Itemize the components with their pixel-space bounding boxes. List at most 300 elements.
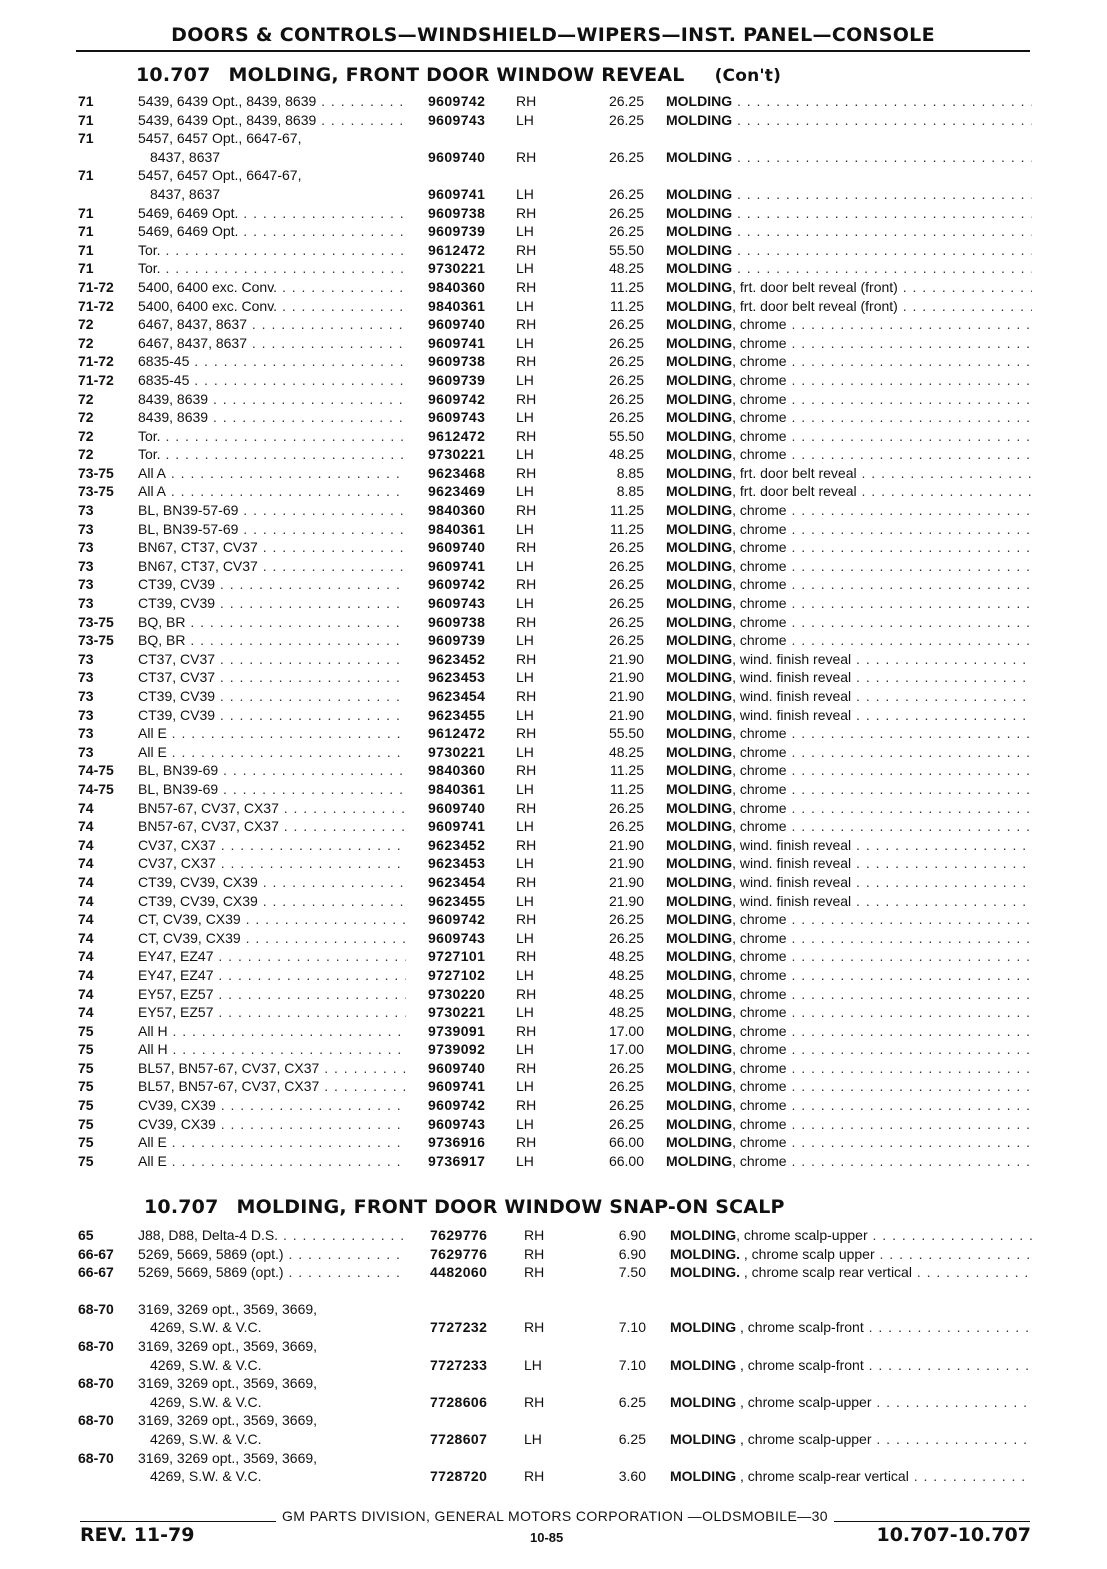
description <box>670 1226 1032 1245</box>
description <box>666 408 1032 427</box>
model-text: CT39, CV39, CX39 <box>138 873 258 890</box>
part-detail: , chrome scalp-front <box>736 1319 864 1336</box>
model-applicability <box>138 241 406 260</box>
model-applicability <box>138 724 406 743</box>
part-detail: , chrome <box>732 446 787 463</box>
model-text: CV37, CX37 <box>138 855 216 872</box>
part-number: 9609739 <box>428 371 486 388</box>
description <box>666 352 1032 371</box>
part-number: 9609742 <box>428 911 486 928</box>
part-number: 9840360 <box>428 278 486 295</box>
part-detail: , frt. door belt reveal <box>732 483 857 500</box>
section-name: MOLDING, FRONT DOOR WINDOW SNAP-ON SCALP <box>236 1196 785 1218</box>
row-gap <box>78 1282 1032 1300</box>
model-applicability <box>138 1133 406 1152</box>
model-text: BN57-67, CV37, CX37 <box>138 818 279 835</box>
description <box>670 1356 1032 1375</box>
model-year: 73 <box>78 539 94 556</box>
price: 8.85 <box>616 464 644 481</box>
part-name: MOLDING <box>666 539 733 556</box>
part-detail: , wind. finish reveal <box>732 855 852 872</box>
side: RH <box>516 241 537 258</box>
table-row <box>78 92 1032 111</box>
model-year: 75 <box>78 1097 94 1114</box>
part-number: 9609743 <box>428 409 486 426</box>
table-row <box>78 1245 1032 1264</box>
model-year: 71 <box>78 167 94 184</box>
part-detail: , chrome scalp-rear vertical <box>736 1468 909 1485</box>
price: 21.90 <box>608 855 644 872</box>
page-number: 10-85 <box>530 1530 564 1545</box>
revision-label: REV. 11-79 <box>80 1524 195 1546</box>
price: 26.25 <box>608 93 644 109</box>
model-applicability <box>138 761 406 780</box>
model-text: EY57, EZ57 <box>138 1004 214 1021</box>
part-detail: , chrome <box>732 985 787 1002</box>
side: LH <box>516 483 534 500</box>
model-year: 66-67 <box>78 1264 114 1281</box>
part-number: 9609741 <box>428 818 486 835</box>
model-text: 5439, 6439 Opt., 8439, 8639 <box>138 111 317 128</box>
model-year: 74 <box>78 929 94 946</box>
part-name: MOLDING <box>666 669 733 686</box>
model-applicability <box>138 594 406 613</box>
description <box>670 1245 1032 1264</box>
table-row <box>78 204 1032 223</box>
model-text: 8439, 8639 <box>138 390 209 407</box>
model-text: 5439, 6439 Opt., 8439, 8639 <box>138 93 317 109</box>
part-detail: , chrome <box>732 1004 787 1021</box>
model-line-2: 8437, 8637 <box>150 185 221 202</box>
model-text: 5269, 5669, 5869 (opt.) <box>138 1264 284 1281</box>
part-number: 7728720 <box>430 1468 488 1485</box>
table-row <box>78 166 1032 203</box>
part-name: MOLDING <box>666 818 733 835</box>
part-detail: , wind. finish reveal <box>732 706 852 723</box>
price: 17.00 <box>608 1041 644 1058</box>
part-number: 7728607 <box>430 1430 488 1447</box>
price: 26.25 <box>608 557 644 574</box>
description <box>666 148 1032 167</box>
description <box>666 538 1032 557</box>
part-number: 4482060 <box>430 1264 488 1281</box>
table-row <box>78 538 1032 557</box>
part-detail: , wind. finish reveal <box>732 650 852 667</box>
part-number: 9623468 <box>428 464 486 481</box>
model-applicability <box>138 650 406 669</box>
table-row <box>78 111 1032 130</box>
description <box>666 1040 1032 1059</box>
part-detail: , chrome <box>732 557 787 574</box>
part-number: 9623469 <box>428 483 486 500</box>
side: LH <box>516 260 534 277</box>
part-number: 9730221 <box>428 446 486 463</box>
part-number: 9609741 <box>428 334 486 351</box>
part-number: 9609743 <box>428 1115 486 1132</box>
model-text: BL57, BN57-67, CV37, CX37 <box>138 1059 320 1076</box>
part-detail: , chrome <box>732 929 787 946</box>
side: LH <box>516 632 534 649</box>
table-row <box>78 278 1032 297</box>
description <box>666 947 1032 966</box>
model-text: EY57, EZ57 <box>138 985 214 1002</box>
part-detail: , chrome <box>732 371 787 388</box>
price: 21.90 <box>608 836 644 853</box>
table-row <box>78 594 1032 613</box>
model-applicability <box>138 1022 406 1041</box>
table-row <box>78 761 1032 780</box>
part-name: MOLDING <box>666 1041 733 1058</box>
model-applicability <box>138 985 406 1004</box>
model-applicability <box>138 836 406 855</box>
side: RH <box>516 148 537 165</box>
model-year: 68-70 <box>78 1449 114 1466</box>
model-text: All H <box>138 1041 168 1058</box>
table-row <box>78 1449 1032 1486</box>
part-name: MOLDING <box>666 1115 733 1132</box>
price: 21.90 <box>608 706 644 723</box>
part-name: MOLDING <box>666 148 733 165</box>
part-number: 9840361 <box>428 297 486 314</box>
footer-corporation <box>80 1508 1030 1524</box>
table-row <box>78 687 1032 706</box>
table-row <box>78 464 1032 483</box>
description <box>666 92 1032 111</box>
model-text: 6467, 8437, 8637 <box>138 316 247 333</box>
model-year: 74 <box>78 1004 94 1021</box>
model-applicability <box>138 520 406 539</box>
model-year: 74 <box>78 985 94 1002</box>
part-detail: , chrome <box>732 1134 787 1151</box>
model-text: BL57, BN57-67, CV37, CX37 <box>138 1078 320 1095</box>
model-year: 73-75 <box>78 632 114 649</box>
part-number: 9739092 <box>428 1041 486 1058</box>
part-name: MOLDING <box>670 1393 737 1410</box>
model-year: 71 <box>78 204 94 221</box>
part-detail: , frt. door belt reveal (front) <box>732 297 898 314</box>
side: LH <box>516 1041 534 1058</box>
price: 48.25 <box>608 985 644 1002</box>
description <box>666 613 1032 632</box>
table-row <box>78 575 1032 594</box>
description <box>666 761 1032 780</box>
side: RH <box>516 873 537 890</box>
side: RH <box>516 911 537 928</box>
continued-label: (Con't) <box>714 66 782 86</box>
model-year: 74 <box>78 892 94 909</box>
price: 21.90 <box>608 892 644 909</box>
description <box>666 966 1032 985</box>
table-row <box>78 966 1032 985</box>
side: LH <box>516 892 534 909</box>
description <box>666 482 1032 501</box>
price: 66.00 <box>608 1152 644 1169</box>
model-applicability <box>138 1411 406 1448</box>
description <box>666 706 1032 725</box>
price: 21.90 <box>608 688 644 704</box>
side: RH <box>516 985 537 1002</box>
model-applicability <box>138 297 406 316</box>
model-year: 73 <box>78 743 94 760</box>
model-year: 73 <box>78 557 94 574</box>
price: 6.25 <box>618 1430 646 1447</box>
part-number: 7629776 <box>430 1227 488 1243</box>
model-year: 73-75 <box>78 613 114 630</box>
model-year: 71 <box>78 93 94 109</box>
model-text: CT39, CV39 <box>138 595 216 612</box>
description <box>666 557 1032 576</box>
side: LH <box>516 223 534 240</box>
part-detail: , chrome <box>732 966 787 983</box>
model-year: 75 <box>78 1059 94 1076</box>
model-applicability <box>138 1096 406 1115</box>
table-row <box>78 1115 1032 1134</box>
side: RH <box>516 427 537 444</box>
model-applicability <box>138 334 406 353</box>
model-applicability <box>138 1077 406 1096</box>
side: RH <box>516 1059 537 1076</box>
part-name: MOLDING <box>666 483 733 500</box>
part-number: 9623454 <box>428 688 486 704</box>
price: 7.10 <box>618 1356 646 1373</box>
table-row <box>78 445 1032 464</box>
part-detail: , chrome <box>732 948 787 965</box>
price: 26.25 <box>608 185 644 202</box>
part-detail: , wind. finish reveal <box>732 688 852 704</box>
part-detail: , chrome scalp rear vertical <box>740 1264 912 1281</box>
model-year: 68-70 <box>78 1300 114 1317</box>
part-detail: , chrome <box>732 632 787 649</box>
part-name: MOLDING <box>666 241 733 258</box>
model-text: BL, BN39-57-69 <box>138 502 239 519</box>
table-row <box>78 557 1032 576</box>
model-year: 73-75 <box>78 464 114 481</box>
table-row <box>78 1374 1032 1411</box>
model-year: 72 <box>78 446 94 463</box>
part-name: MOLDING <box>666 390 733 407</box>
side: RH <box>516 1022 537 1039</box>
model-text: Tor. <box>138 241 161 258</box>
part-name: MOLDING <box>666 334 733 351</box>
part-number: 9609739 <box>428 223 486 240</box>
part-detail: , chrome <box>732 613 787 630</box>
part-detail: , chrome scalp-upper <box>736 1393 872 1410</box>
part-name: MOLDING <box>666 278 733 295</box>
side: LH <box>516 1115 534 1132</box>
model-line-2: 4269, S.W. & V.C. <box>150 1393 262 1410</box>
description <box>666 631 1032 650</box>
model-text: 5400, 6400 exc. Conv. <box>138 278 278 295</box>
model-applicability <box>138 557 406 576</box>
model-applicability <box>138 1115 406 1134</box>
part-name: MOLDING <box>666 688 733 704</box>
model-applicability <box>138 464 406 483</box>
side: LH <box>516 1152 534 1169</box>
side: LH <box>516 706 534 723</box>
part-number: 9727102 <box>428 966 486 983</box>
part-name: MOLDING <box>666 353 733 370</box>
table-row <box>78 371 1032 390</box>
price: 26.25 <box>608 148 644 165</box>
model-text: BQ, BR <box>138 632 186 649</box>
model-year: 71 <box>78 241 94 258</box>
model-year: 74 <box>78 855 94 872</box>
price: 48.25 <box>608 966 644 983</box>
side: LH <box>516 111 534 128</box>
part-number: 9609738 <box>428 204 486 221</box>
model-applicability <box>138 129 406 166</box>
price: 48.25 <box>608 743 644 760</box>
model-text: BL, BN39-57-69 <box>138 520 239 537</box>
price: 6.90 <box>618 1245 646 1262</box>
description <box>666 1003 1032 1022</box>
table-row <box>78 947 1032 966</box>
part-number: 9609742 <box>428 390 486 407</box>
model-applicability <box>138 1245 406 1264</box>
model-applicability <box>138 1059 406 1078</box>
table-row <box>78 1226 1032 1245</box>
part-detail: , chrome <box>732 725 787 742</box>
price: 48.25 <box>608 446 644 463</box>
table-row <box>78 501 1032 520</box>
model-text: All A <box>138 483 167 500</box>
model-line-2: 8437, 8637 <box>150 148 221 165</box>
part-name: MOLDING <box>666 464 733 481</box>
table-row <box>78 390 1032 409</box>
price: 26.25 <box>608 632 644 649</box>
model-year: 73 <box>78 725 94 742</box>
price: 11.25 <box>610 762 644 779</box>
model-year: 74 <box>78 966 94 983</box>
description <box>666 222 1032 241</box>
part-detail: , wind. finish reveal <box>732 836 852 853</box>
part-number: 9623455 <box>428 706 486 723</box>
side: RH <box>524 1245 545 1262</box>
model-text: All E <box>138 1134 167 1151</box>
description <box>666 892 1032 911</box>
description <box>666 297 1032 316</box>
part-name: MOLDING <box>666 557 733 574</box>
part-name: MOLDING <box>670 1430 737 1447</box>
description <box>666 743 1032 762</box>
page-header <box>76 24 1030 52</box>
part-number: 9736916 <box>428 1134 486 1151</box>
description <box>666 501 1032 520</box>
part-name: MOLDING <box>666 297 733 314</box>
model-applicability <box>138 390 406 409</box>
table-row <box>78 799 1032 818</box>
model-year: 72 <box>78 409 94 426</box>
side: LH <box>516 780 534 797</box>
part-name: MOLDING <box>666 520 733 537</box>
part-name: MOLDING <box>666 1152 733 1169</box>
part-detail: , chrome <box>732 409 787 426</box>
model-text: BL, BN39-69 <box>138 762 219 779</box>
part-detail: , chrome scalp-upper <box>736 1430 872 1447</box>
model-applicability <box>138 538 406 557</box>
part-detail: , chrome <box>732 1115 787 1132</box>
model-text: 6467, 8437, 8637 <box>138 334 247 351</box>
description <box>666 445 1032 464</box>
model-year: 74 <box>78 873 94 890</box>
model-line-1: 5457, 6457 Opt., 6647-67, <box>138 130 302 147</box>
table-row <box>78 892 1032 911</box>
part-number: 7629776 <box>430 1245 488 1262</box>
side: RH <box>516 316 537 333</box>
model-text: EY47, EZ47 <box>138 966 214 983</box>
table-row <box>78 1003 1032 1022</box>
part-number: 9609742 <box>428 576 486 593</box>
model-year: 72 <box>78 316 94 333</box>
side: RH <box>516 278 537 295</box>
table-row <box>78 613 1032 632</box>
part-number: 9623455 <box>428 892 486 909</box>
table-row <box>78 706 1032 725</box>
model-text: BL, BN39-69 <box>138 780 219 797</box>
description <box>666 1096 1032 1115</box>
model-year: 74 <box>78 799 94 816</box>
model-applicability <box>138 1300 406 1337</box>
table-row <box>78 259 1032 278</box>
table-row <box>78 873 1032 892</box>
part-number: 9609743 <box>428 595 486 612</box>
side: LH <box>516 855 534 872</box>
part-detail: , chrome scalp upper <box>740 1245 875 1262</box>
part-number: 9609738 <box>428 613 486 630</box>
model-year: 68-70 <box>78 1412 114 1429</box>
part-name: MOLDING <box>666 1078 733 1095</box>
table-row <box>78 929 1032 948</box>
part-name: MOLDING <box>666 316 733 333</box>
description <box>666 985 1032 1004</box>
price: 26.25 <box>608 334 644 351</box>
part-name: MOLDING <box>666 892 733 909</box>
part-detail: , chrome <box>732 762 787 779</box>
part-detail: , frt. door belt reveal <box>732 464 857 481</box>
price: 26.25 <box>608 409 644 426</box>
part-number: 7728606 <box>430 1393 488 1410</box>
price: 66.00 <box>608 1134 644 1151</box>
part-name: MOLDING <box>670 1356 737 1373</box>
side: LH <box>516 818 534 835</box>
description <box>666 799 1032 818</box>
part-number: 9609741 <box>428 185 486 202</box>
part-number: 9730221 <box>428 1004 486 1021</box>
model-line-2: 4269, S.W. & V.C. <box>150 1356 262 1373</box>
price: 26.25 <box>608 316 644 333</box>
side: RH <box>516 93 537 109</box>
table-row <box>78 668 1032 687</box>
model-year: 73 <box>78 688 94 704</box>
table-row <box>78 408 1032 427</box>
model-applicability <box>138 613 406 632</box>
model-text: 5469, 6469 Opt. <box>138 204 239 221</box>
side: RH <box>516 688 537 704</box>
part-number: 9623453 <box>428 855 486 872</box>
description <box>666 817 1032 836</box>
part-name: MOLDING <box>666 725 733 742</box>
model-text: CT37, CV37 <box>138 669 216 686</box>
model-text: All E <box>138 743 167 760</box>
price: 11.25 <box>610 520 644 537</box>
model-applicability <box>138 204 406 223</box>
part-name: MOLDING <box>666 911 733 928</box>
model-text: 8439, 8639 <box>138 409 209 426</box>
model-applicability <box>138 854 406 873</box>
table-row <box>78 1040 1032 1059</box>
part-name: MOLDING <box>666 93 733 109</box>
part-detail: , chrome <box>732 334 787 351</box>
